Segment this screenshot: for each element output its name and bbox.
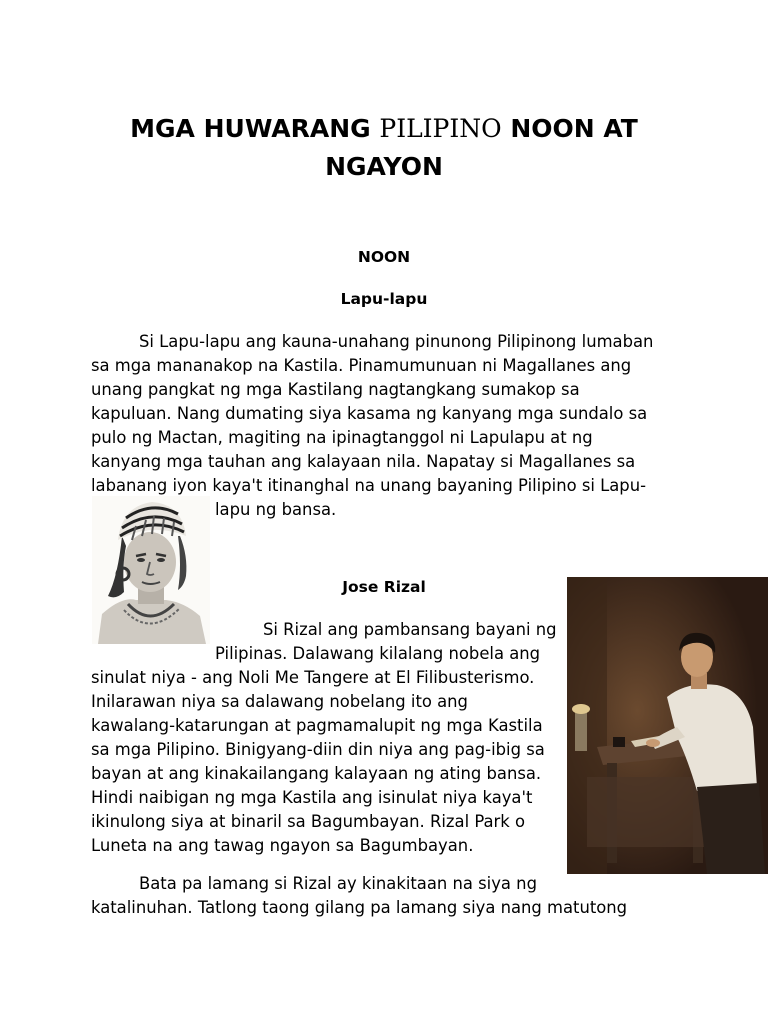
text-line: sa mga Pilipino. Binigyang-diin din niya ang pag-ibig sa bbox=[91, 740, 545, 759]
text-line: Inilarawan niya sa dalawang nobelang ito ang bbox=[91, 692, 468, 711]
title-part-3: NOON AT bbox=[501, 114, 638, 143]
title-part-4: NGAYON bbox=[325, 152, 443, 181]
text-line: Hindi naibigan ng mga Kastila ang isinulat niya kaya't bbox=[91, 788, 533, 807]
title-part-2: PILIPINO bbox=[379, 114, 502, 143]
text-line: Luneta na ang tawag ngayon sa Bagumbayan. bbox=[91, 836, 474, 855]
title-part-1: MGA HUWARANG bbox=[130, 114, 380, 143]
text-line: Si Rizal ang pambansang bayani ng bbox=[263, 620, 557, 639]
hero-heading-lapulapu: Lapu-lapu bbox=[340, 290, 428, 308]
text-line: katalinuhan. Tatlong taong gilang pa lamang siya nang matutong bbox=[91, 898, 628, 917]
text-line: sinulat niya - ang Noli Me Tangere at El Filibusterismo. bbox=[91, 668, 535, 687]
text-line: kawalang-katarungan at pagmamalupit ng mga Kastila bbox=[91, 716, 543, 735]
text-line: sa mga mananakop na Kastila. Pinamumunuan ni Magallanes ang bbox=[91, 356, 632, 375]
text-line: labanang iyon kaya't itinanghal na unang bayaning Pilipino si Lapu- bbox=[91, 476, 647, 495]
rizal-paragraph-2 bbox=[91, 872, 627, 920]
text-line: pulo ng Mactan, magiting na ipinagtanggol ni Lapulapu at ng bbox=[91, 428, 593, 447]
text-line: lapu ng bansa. bbox=[215, 500, 337, 519]
lapulapu-paragraph bbox=[91, 330, 653, 522]
text-line: bayan at ang kinakailangang kalayaan ng ating bansa. bbox=[91, 764, 542, 783]
text-line: kapuluan. Nang dumating siya kasama ng kanyang mga sundalo sa bbox=[91, 404, 648, 423]
text-line: kanyang mga tauhan ang kalayaan nila. Napatay si Magallanes sa bbox=[91, 452, 636, 471]
text-line: unang pangkat ng mga Kastilang nagtangkang sumakop sa bbox=[91, 380, 580, 399]
rizal-painting-image bbox=[567, 577, 768, 874]
rizal-paragraph bbox=[91, 618, 557, 858]
section-heading: NOON bbox=[357, 248, 411, 266]
text-line: Bata pa lamang si Rizal ay kinakitaan na siya ng bbox=[139, 874, 537, 893]
hero-heading-rizal: Jose Rizal bbox=[342, 578, 426, 596]
text-line: Pilipinas. Dalawang kilalang nobela ang bbox=[215, 644, 541, 663]
text-line: Si Lapu-lapu ang kauna-unahang pinunong Pilipinong lumaban bbox=[139, 332, 654, 351]
text-line: ikinulong siya at binaril sa Bagumbayan. Rizal Park o bbox=[91, 812, 525, 831]
page-title bbox=[60, 110, 708, 186]
